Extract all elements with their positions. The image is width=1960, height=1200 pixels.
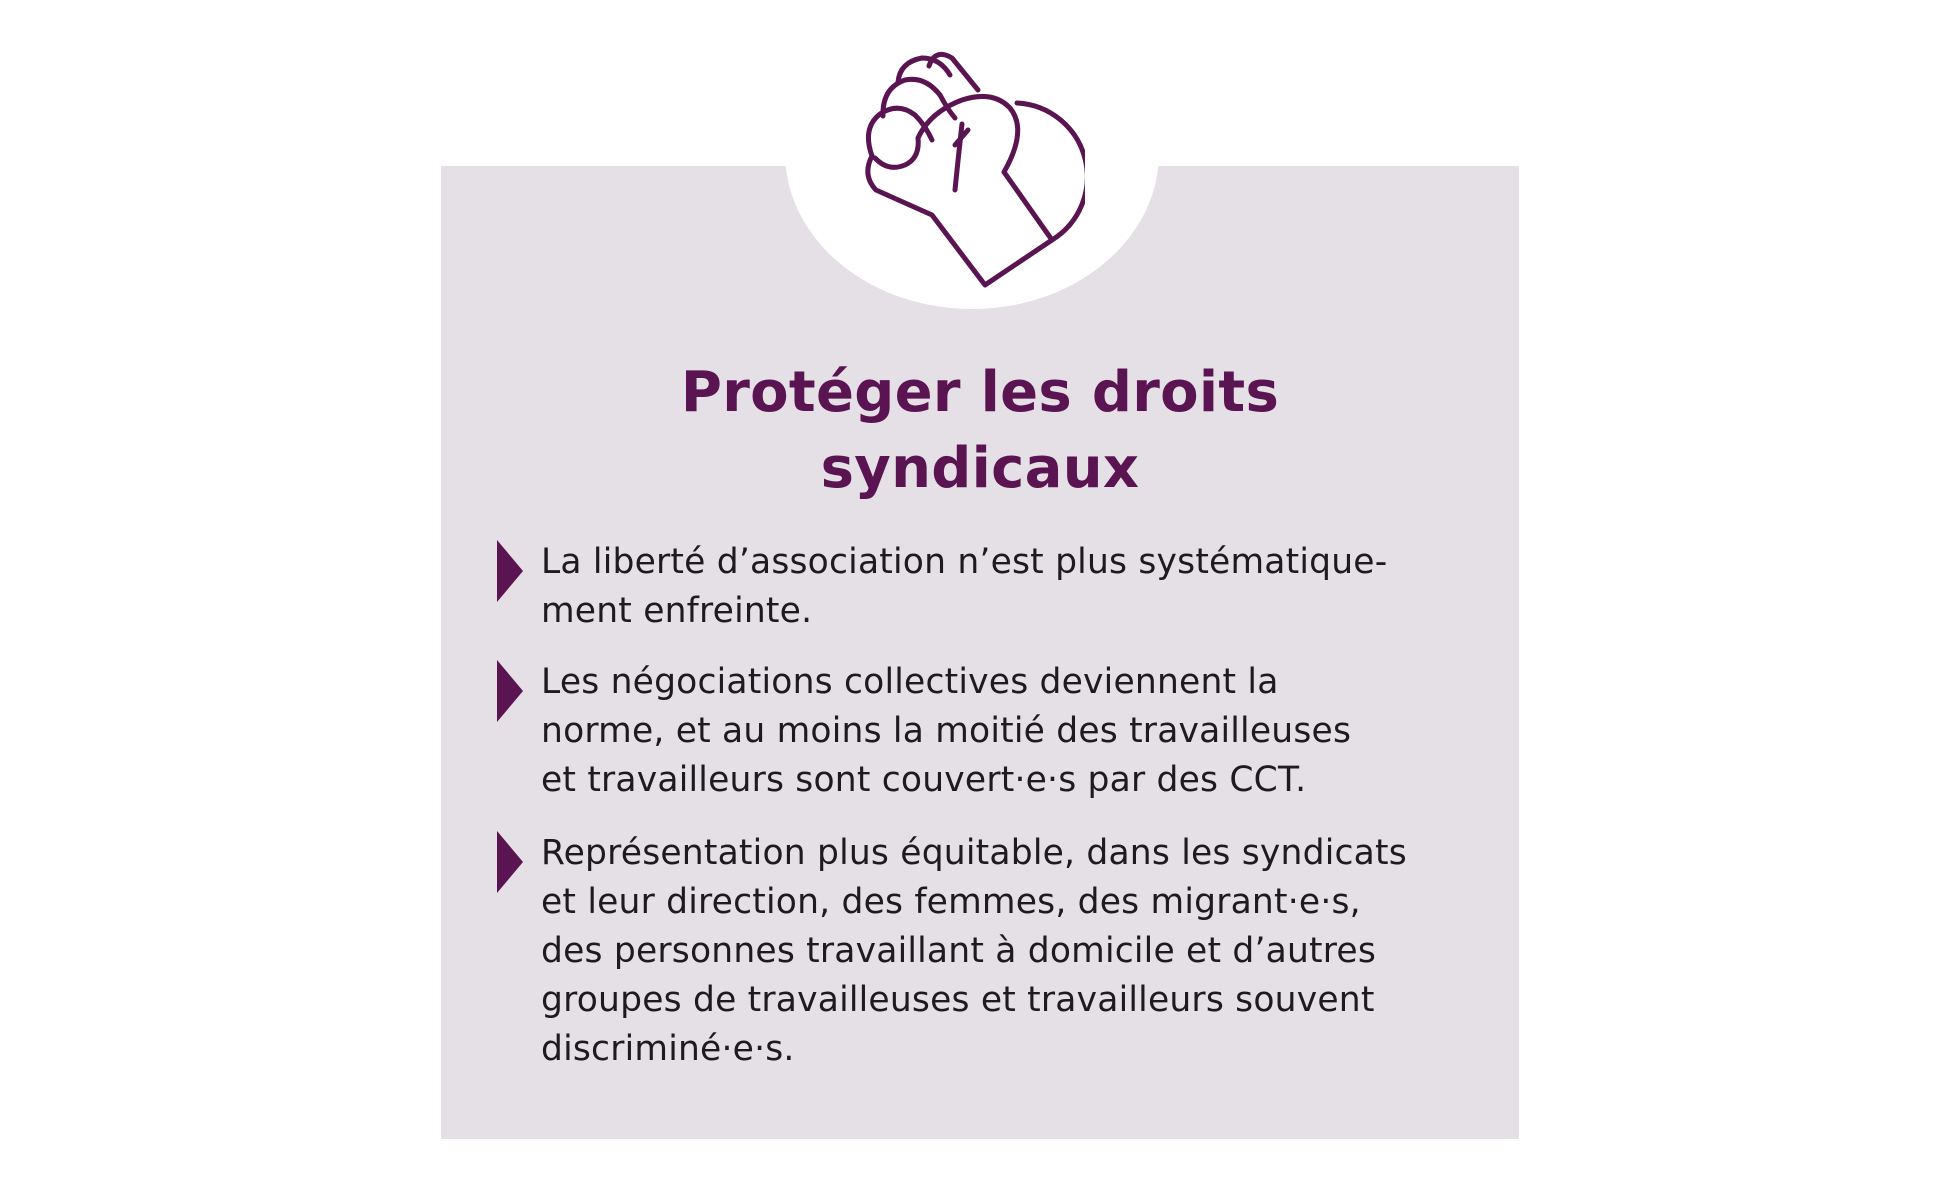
item-text-line: ment enfreinte. xyxy=(541,591,813,631)
raised-fist-icon xyxy=(845,50,1085,295)
item-text-line: Représentation plus équitable, dans les syndicats xyxy=(541,833,1407,873)
triangle-bullet-icon xyxy=(497,660,523,722)
item-text-line: norme, et au moins la moitié des travailleuses xyxy=(541,711,1352,751)
item-text-line: Les négociations collectives deviennent la xyxy=(541,662,1279,702)
list-item xyxy=(497,829,1497,1074)
item-text-line: La liberté d’association n’est plus systématique- xyxy=(541,542,1388,582)
item-text-line: et travailleurs sont couvert·e·s par des CCT. xyxy=(541,760,1307,800)
item-text-line: groupes de travailleuses et travailleurs souvent xyxy=(541,980,1375,1020)
triangle-bullet-icon xyxy=(497,831,523,893)
list-item xyxy=(497,538,1497,636)
triangle-bullet-icon xyxy=(497,540,523,602)
item-text-line: des personnes travaillant à domicile et d’autres xyxy=(541,931,1377,971)
item-text-line: et leur direction, des femmes, des migrant·e·s, xyxy=(541,882,1361,922)
goals-list xyxy=(497,538,1497,1096)
title-line-2: syndicaux xyxy=(820,436,1140,501)
page-title xyxy=(441,355,1519,507)
title-line-1: Protéger les droits xyxy=(680,360,1280,425)
list-item xyxy=(497,658,1497,805)
item-text-line: discriminé·e·s. xyxy=(541,1029,795,1069)
